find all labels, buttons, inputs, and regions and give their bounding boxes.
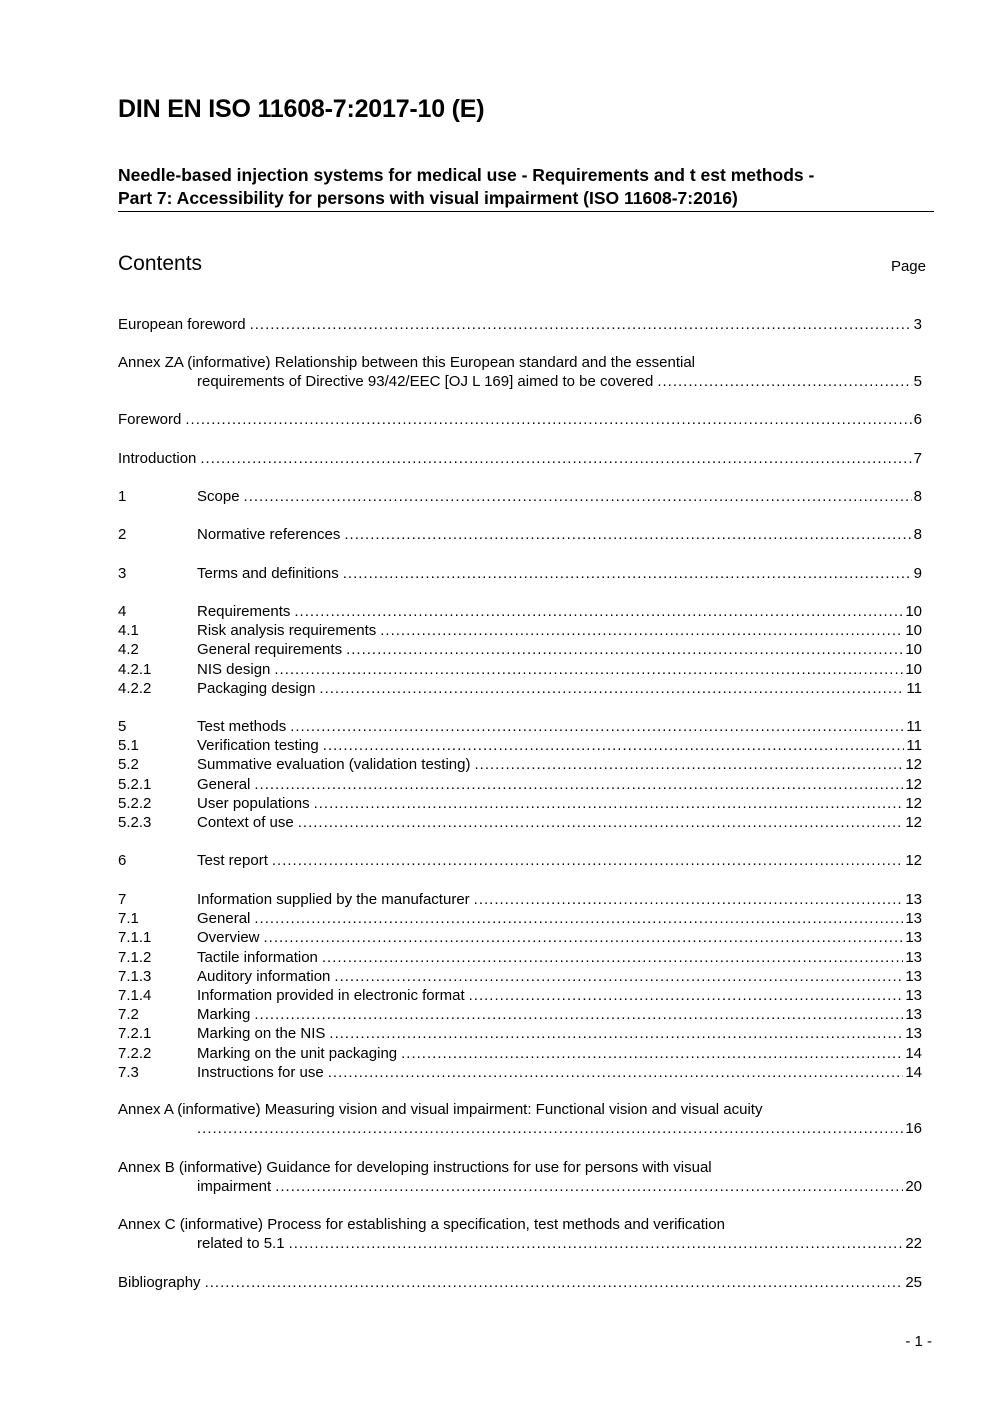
toc-entry-page: 13 [905, 1025, 922, 1043]
toc-entry-page: 12 [905, 794, 922, 812]
toc-annex-za[interactable] [118, 353, 922, 391]
toc-entry-text: Bibliography [118, 1274, 201, 1291]
toc-entry-text: Introduction [118, 450, 197, 467]
leader-dots [272, 851, 903, 870]
toc-entry-page: 10 [905, 660, 922, 678]
toc-entry-page: 10 [905, 603, 922, 620]
toc-entry-page: 5 [913, 373, 922, 391]
toc-row[interactable] [118, 660, 922, 679]
toc-entry-number: 7.2 [118, 1006, 139, 1024]
leader-dots [200, 449, 911, 468]
leader-dots [298, 813, 904, 832]
leader-dots [334, 967, 903, 986]
toc-row[interactable] [118, 1005, 922, 1024]
leader-dots [275, 1177, 903, 1196]
page-number: - 1 - [905, 1333, 932, 1350]
toc-section-4 [118, 602, 922, 698]
leader-dots [346, 640, 903, 659]
toc-row[interactable] [118, 794, 922, 813]
toc-section-7 [118, 890, 922, 1082]
toc-row[interactable] [118, 602, 922, 621]
toc-entry-number: 4.1 [118, 622, 139, 640]
toc-entry-number: 1 [118, 488, 127, 505]
toc-entry-text-continued: impairment [197, 1178, 272, 1196]
leader-dots [185, 410, 911, 429]
toc-entry-page: 11 [906, 718, 922, 735]
toc-section-3 [118, 564, 922, 583]
subtitle-line-1: Needle-based injection systems for medical use - Requirements and t est methods - [118, 165, 815, 185]
toc-entry-text: Verification testing [197, 737, 319, 755]
toc-row[interactable] [118, 679, 922, 698]
toc-entry-number: 2 [118, 526, 127, 543]
leader-dots [250, 315, 912, 334]
document-title: DIN EN ISO 11608-7:2017-10 (E) [118, 95, 485, 123]
toc-entry-number: 7.1.1 [118, 929, 152, 947]
toc-row[interactable] [118, 967, 922, 986]
toc-entry-text: Information supplied by the manufacturer [197, 891, 470, 908]
toc-entry-number: 5.2.3 [118, 814, 152, 832]
toc-row[interactable] [118, 564, 922, 583]
toc-row[interactable] [118, 640, 922, 659]
leader-dots [290, 717, 904, 736]
toc-row[interactable] [118, 1024, 922, 1043]
toc-row[interactable] [118, 909, 922, 928]
toc-entry-text: Auditory information [197, 967, 331, 985]
toc-entry-page: 14 [905, 1063, 922, 1081]
toc-row[interactable] [118, 755, 922, 774]
toc-entry-page: 3 [913, 316, 922, 333]
toc-row[interactable] [118, 525, 922, 544]
toc-annex-c[interactable] [118, 1215, 922, 1253]
toc-section-6 [118, 851, 922, 870]
leader-dots [329, 1024, 903, 1043]
toc-section-1 [118, 487, 922, 506]
toc-introduction[interactable] [118, 449, 922, 468]
toc-entry-text: Marking [197, 1006, 251, 1024]
toc-entry-number: 5.1 [118, 737, 139, 755]
leader-dots [264, 928, 904, 947]
toc-entry-page: 13 [905, 1006, 922, 1024]
toc-european-foreword[interactable] [118, 315, 922, 334]
toc-entry-number: 5.2.1 [118, 775, 152, 793]
leader-dots [319, 679, 904, 698]
toc-entry-text: Instructions for use [197, 1063, 324, 1081]
toc-annex-b[interactable] [118, 1158, 922, 1196]
toc-entry-text: Normative references [197, 526, 341, 543]
toc-entry-number: 7.2.1 [118, 1025, 152, 1043]
leader-dots [323, 736, 905, 755]
leader-dots [344, 525, 911, 544]
toc-foreword[interactable] [118, 410, 922, 429]
toc-entry-text: Foreword [118, 411, 182, 428]
toc-bibliography[interactable] [118, 1273, 922, 1292]
toc-section-2 [118, 525, 922, 544]
toc-entry-text: Annex C (informative) Process for establishing a specification, test methods and verification [118, 1216, 725, 1233]
toc-entry-page: 10 [905, 641, 922, 659]
toc-entry-number: 7.1.4 [118, 987, 152, 1005]
page-column-label: Page [890, 258, 926, 275]
toc-entry-page: 20 [905, 1178, 922, 1196]
toc-row[interactable] [118, 986, 922, 1005]
leader-dots [205, 1273, 904, 1292]
contents-heading: Contents [118, 252, 203, 275]
toc-entry-text: Annex B (informative) Guidance for developing instructions for use for persons with visual [118, 1159, 712, 1176]
toc-entry-number: 6 [118, 852, 127, 869]
toc-entry-text: General requirements [197, 641, 343, 659]
toc-entry-text: Test methods [197, 718, 287, 735]
toc-entry-page: 12 [905, 756, 922, 774]
toc-entry-page: 16 [905, 1120, 922, 1138]
toc-entry-page: 11 [906, 679, 922, 697]
toc-entry-number: 7 [118, 891, 127, 908]
toc-entry-number: 4.2.1 [118, 660, 152, 678]
toc-entry-number: 5.2 [118, 756, 139, 774]
toc-row[interactable] [118, 851, 922, 870]
toc-entry-text: Scope [197, 488, 240, 505]
toc-entry-page: 13 [905, 929, 922, 947]
toc-entry-number: 5.2.2 [118, 794, 152, 812]
leader-dots [322, 948, 903, 967]
toc-entry-page: 7 [913, 450, 922, 467]
toc-entry-number: 3 [118, 565, 127, 582]
leader-dots [254, 909, 903, 928]
toc-entry-text: General [197, 910, 251, 928]
toc-row[interactable] [118, 621, 922, 640]
toc-entry-number: 7.2.2 [118, 1044, 152, 1062]
toc-entry-page: 13 [905, 987, 922, 1005]
toc-entry-text: Summative evaluation (validation testing) [197, 756, 471, 774]
toc-entry-page: 12 [905, 775, 922, 793]
toc-entry-text: Packaging design [197, 679, 316, 697]
leader-dots [294, 602, 903, 621]
toc-entry-text: General [197, 775, 251, 793]
toc-entry-number: 7.3 [118, 1063, 139, 1081]
toc-entry-page: 10 [905, 622, 922, 640]
toc-entry-page: 11 [906, 737, 922, 755]
toc-entry-text: Context of use [197, 814, 294, 832]
toc-entry-page: 22 [905, 1235, 922, 1253]
toc-entry-page: 8 [913, 526, 922, 543]
toc-row[interactable] [118, 775, 922, 794]
toc-entry-text: Overview [197, 929, 260, 947]
toc-entry-number: 5 [118, 718, 127, 735]
toc-entry-number: 4 [118, 603, 127, 620]
toc-entry-text: Information provided in electronic format [197, 987, 465, 1005]
subtitle-line-2: Part 7: Accessibility for persons with visual impairment (ISO 11608-7:2016) [118, 188, 738, 208]
toc-entry-text-continued: requirements of Directive 93/42/EEC [OJ L 169] aimed to be covered [197, 373, 654, 391]
toc-entry-page: 6 [913, 411, 922, 428]
leader-dots [254, 775, 903, 794]
leader-dots [657, 372, 911, 391]
toc-row[interactable] [118, 487, 922, 506]
toc-entry-text: User populations [197, 794, 310, 812]
toc-annex-a[interactable] [118, 1100, 922, 1138]
toc-row[interactable] [118, 928, 922, 947]
leader-dots [380, 621, 903, 640]
toc-entry-number: 4.2.2 [118, 679, 152, 697]
toc-entry-text: Marking on the unit packaging [197, 1044, 398, 1062]
toc-row[interactable] [118, 1063, 922, 1082]
toc-row[interactable] [118, 890, 922, 909]
leader-dots [274, 660, 903, 679]
toc-row[interactable] [118, 736, 922, 755]
toc-entry-page: 13 [905, 891, 922, 908]
toc-entry-page: 9 [913, 565, 922, 582]
toc-entry-text: Requirements [197, 603, 291, 620]
toc-section-5 [118, 717, 922, 832]
leader-dots [197, 1119, 903, 1138]
leader-dots [474, 755, 903, 774]
leader-dots [401, 1044, 903, 1063]
toc-entry-text: Annex ZA (informative) Relationship between this European standard and the essential [118, 354, 696, 371]
document-subtitle [118, 164, 934, 212]
toc-entry-page: 8 [913, 488, 922, 505]
leader-dots [314, 794, 904, 813]
toc-row[interactable] [118, 813, 922, 832]
toc-entry-page: 14 [905, 1044, 922, 1062]
toc-row[interactable] [118, 948, 922, 967]
toc-row[interactable] [118, 1044, 922, 1063]
toc-entry-number: 4.2 [118, 641, 139, 659]
toc-entry-page: 12 [905, 852, 922, 869]
leader-dots [469, 986, 904, 1005]
toc-entry-text: Risk analysis requirements [197, 622, 377, 640]
toc-entry-page: 13 [905, 967, 922, 985]
toc-entry-page: 12 [905, 814, 922, 832]
leader-dots [254, 1005, 903, 1024]
toc-row[interactable] [118, 717, 922, 736]
toc-entry-text: Annex A (informative) Measuring vision and visual impairment: Functional vision and visual acuity [118, 1101, 763, 1118]
leader-dots [343, 564, 912, 583]
leader-dots [474, 890, 904, 909]
toc-entry-text: Marking on the NIS [197, 1025, 326, 1043]
toc-entry-page: 13 [905, 948, 922, 966]
toc-entry-text-continued: related to 5.1 [197, 1235, 285, 1253]
toc-entry-page: 13 [905, 910, 922, 928]
toc-entry-number: 7.1.2 [118, 948, 152, 966]
toc-entry-text: Terms and definitions [197, 565, 339, 582]
leader-dots [328, 1063, 904, 1082]
toc-entry-text: NIS design [197, 660, 271, 678]
leader-dots [289, 1234, 904, 1253]
toc-entry-text: Tactile information [197, 948, 318, 966]
toc-entry-text: European foreword [118, 316, 246, 333]
toc-entry-number: 7.1.3 [118, 967, 152, 985]
leader-dots [244, 487, 912, 506]
toc-entry-number: 7.1 [118, 910, 139, 928]
toc-entry-text: Test report [197, 852, 268, 869]
toc-entry-page: 25 [905, 1274, 922, 1291]
